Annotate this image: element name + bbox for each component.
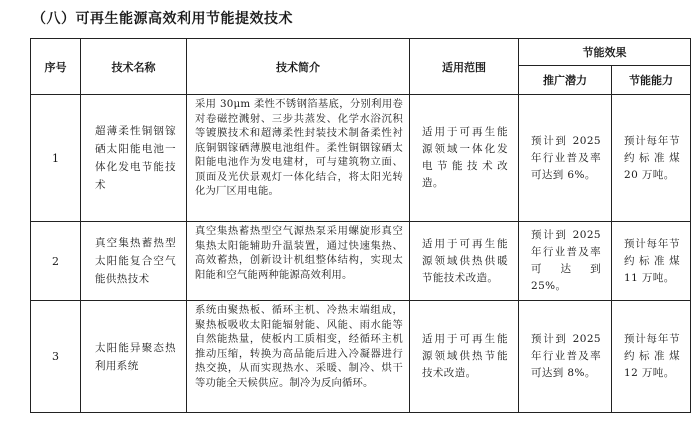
row-capacity: 预计每年节约标准煤 20 万吨。 [612, 95, 691, 222]
row-tech-intro: 真空集热蓄热型空气源热泵采用螺旋形真空集热太阳能辅助升温装置，通过快速集热、高效蓄热，创新设计机组整体结构，实现太阳能和空气能两种能源高效利用。 [187, 222, 410, 301]
header-no: 序号 [31, 39, 81, 95]
header-capacity: 节能能力 [612, 66, 691, 95]
row-scope: 适用于可再生能源领域供热节能技术改造。 [410, 301, 519, 413]
header-name: 技术名称 [81, 39, 187, 95]
header-potential: 推广潜力 [519, 66, 612, 95]
row-tech-name: 太阳能异聚态热利用系统 [81, 301, 187, 413]
row-tech-name: 超薄柔性铜铟镓硒太阳能电池一体化发电节能技术 [81, 95, 187, 222]
row-potential: 预计到 2025 年行业普及率可达到 25%。 [519, 222, 612, 301]
table-row [31, 222, 691, 301]
row-tech-name: 真空集热蓄热型太阳能复合空气能供热技术 [81, 222, 187, 301]
energy-tech-table [30, 38, 691, 413]
row-scope: 适用于可再生能源领域供热供暖节能技术改造。 [410, 222, 519, 301]
row-tech-intro: 系统由聚热板、循环主机、冷热末端组成，聚热板吸收太阳能辐射能、风能、雨水能等自然能热量，使板内工质相变，经循环主机推动压缩，转换为高品能后进入冷凝器进行热交换，从而实现热水、采暖、制冷、烘干等功能全天候供应。制冷为反向循环。 [187, 301, 410, 413]
row-tech-intro: 采用 30μm 柔性不锈钢箔基底，分别利用卷对卷磁控溅射、三步共蒸发、化学水浴沉积等镀膜技术和超薄柔性封装技术制备柔性衬底铜铟镓硒薄膜电池组件。柔性铜铟镓硒太阳能电池作为发电建材，可与建筑物立面、顶面及光伏景观灯一体化结合，将太阳光转化为厂区用电能。 [187, 95, 410, 222]
header-intro: 技术简介 [187, 39, 410, 95]
row-potential: 预计到 2025 年行业普及率可达到 6%。 [519, 95, 612, 222]
header-effect: 节能效果 [519, 39, 691, 66]
table-row [31, 301, 691, 413]
header-scope: 适用范围 [410, 39, 519, 95]
row-capacity: 预计每年节约标准煤 11 万吨。 [612, 222, 691, 301]
row-no: 3 [31, 301, 81, 413]
row-scope: 适用于可再生能源领域一体化发电节能技术改造。 [410, 95, 519, 222]
row-potential: 预计到 2025 年行业普及率可达到 8%。 [519, 301, 612, 413]
row-capacity: 预计每年节约标准煤 12 万吨。 [612, 301, 691, 413]
section-title: （八）可再生能源高效利用节能提效技术 [32, 11, 293, 27]
table-row [31, 95, 691, 222]
row-no: 1 [31, 95, 81, 222]
row-no: 2 [31, 222, 81, 301]
